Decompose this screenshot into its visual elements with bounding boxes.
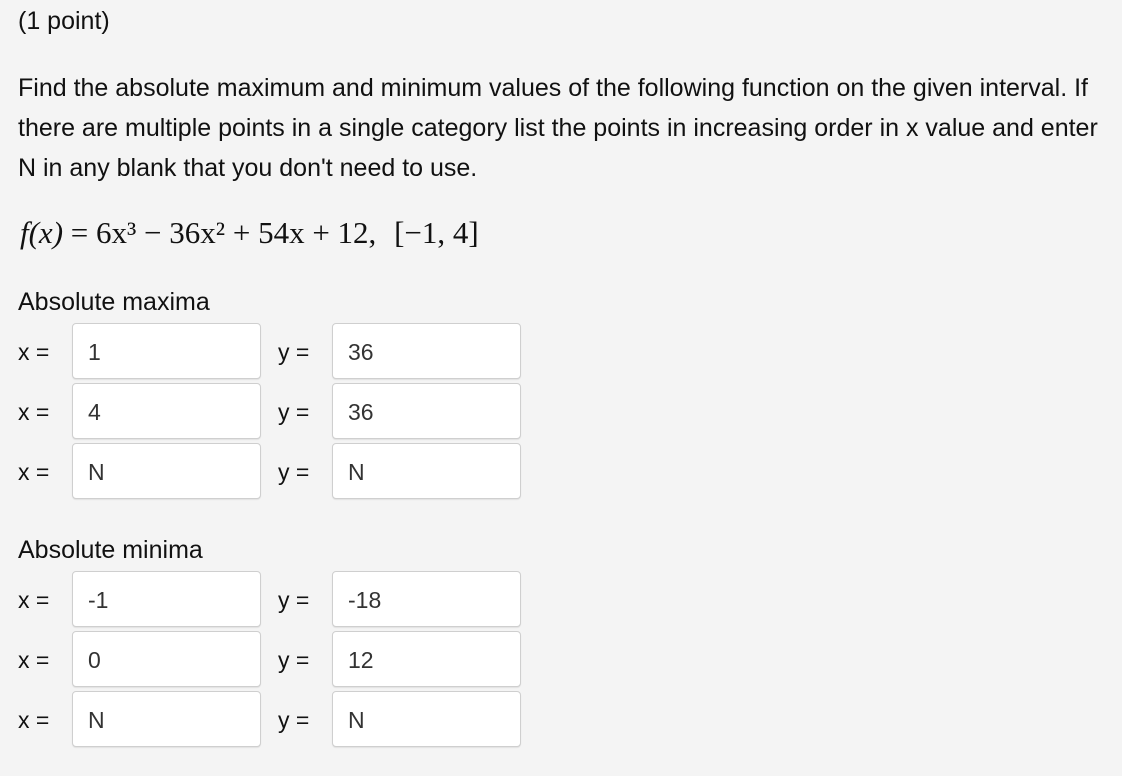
minima-x-input-1[interactable]: -1 xyxy=(72,571,261,627)
y-label: y = xyxy=(278,459,310,485)
maxima-x-input-2[interactable]: 4 xyxy=(72,383,261,439)
minima-y-input-1[interactable]: -18 xyxy=(332,571,521,627)
y-label: y = xyxy=(278,399,310,425)
y-label: y = xyxy=(278,587,310,613)
maxima-heading: Absolute maxima xyxy=(18,288,210,316)
maxima-y-input-2[interactable]: 36 xyxy=(332,383,521,439)
x-label: x = xyxy=(18,339,50,365)
maxima-row-2 xyxy=(0,383,560,441)
minima-heading: Absolute minima xyxy=(18,536,203,564)
minima-x-input-2[interactable]: 0 xyxy=(72,631,261,687)
equals-sign: = xyxy=(70,215,89,250)
function-name: f(x) xyxy=(20,215,64,250)
x-label: x = xyxy=(18,459,50,485)
minima-x-input-3[interactable]: N xyxy=(72,691,261,747)
function-expression: 6x³ − 36x² + 54x + 12, xyxy=(96,215,377,250)
y-label: y = xyxy=(278,339,310,365)
x-label: x = xyxy=(18,647,50,673)
maxima-y-input-3[interactable]: N xyxy=(332,443,521,499)
minima-y-input-3[interactable]: N xyxy=(332,691,521,747)
function-formula xyxy=(20,213,479,253)
y-label: y = xyxy=(278,707,310,733)
minima-row-1 xyxy=(0,571,560,629)
maxima-row-3 xyxy=(0,443,560,501)
minima-row-2 xyxy=(0,631,560,689)
maxima-y-input-1[interactable]: 36 xyxy=(332,323,521,379)
x-label: x = xyxy=(18,399,50,425)
minima-row-3 xyxy=(0,691,560,749)
minima-y-input-2[interactable]: 12 xyxy=(332,631,521,687)
y-label: y = xyxy=(278,647,310,673)
maxima-x-input-1[interactable]: 1 xyxy=(72,323,261,379)
maxima-x-input-3[interactable]: N xyxy=(72,443,261,499)
problem-statement: Find the absolute maximum and minimum values of the following function on the given interval. If there are multiple points in a single category list the points in increasing order in x value and enter N in any blank that you don't need to use. xyxy=(18,74,1098,182)
x-label: x = xyxy=(18,587,50,613)
function-interval: [−1, 4] xyxy=(394,215,479,250)
points-label: (1 point) xyxy=(18,7,110,35)
maxima-row-1 xyxy=(0,323,560,381)
x-label: x = xyxy=(18,707,50,733)
